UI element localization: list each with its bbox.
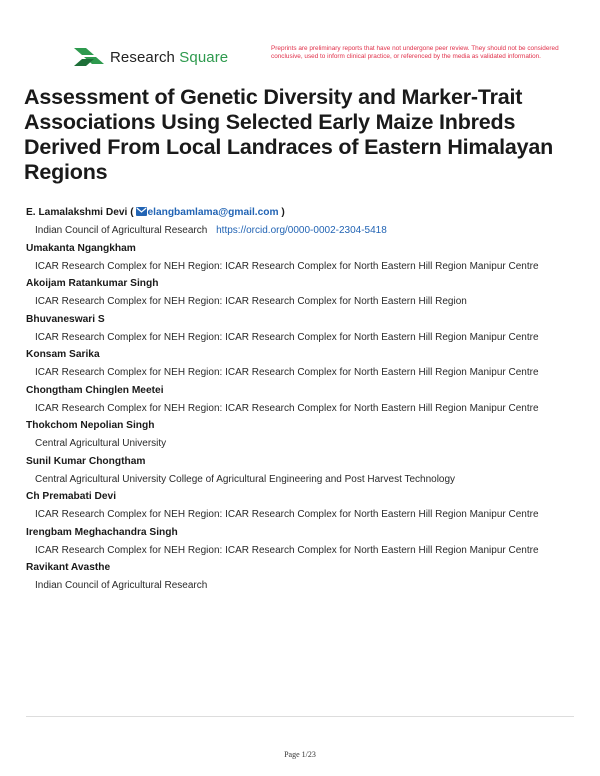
author-name: Ch Premabati Devi bbox=[26, 491, 117, 502]
logo-wordmark bbox=[110, 49, 228, 66]
author-name: Konsam Sarika bbox=[26, 349, 100, 360]
author-entry bbox=[26, 488, 586, 524]
logo-word-square: Square bbox=[179, 48, 229, 66]
author-name: Chongtham Chinglen Meetei bbox=[26, 384, 164, 396]
author-affiliation: ICAR Research Complex for NEH Region: ICAR Research Complex for North Eastern Hill Region bbox=[35, 296, 467, 307]
author-email-link[interactable]: elangbamlama@gmail.com bbox=[147, 207, 279, 218]
author-entry bbox=[26, 382, 586, 418]
author-entry bbox=[26, 240, 586, 276]
logo-word-research: Research bbox=[110, 48, 175, 66]
author-entry bbox=[26, 311, 586, 347]
author-entry bbox=[26, 204, 586, 240]
envelope-icon bbox=[136, 207, 147, 216]
email-close-paren: ) bbox=[281, 207, 285, 218]
orcid-link[interactable]: https://orcid.org/0000-0002-2304-5418 bbox=[216, 225, 387, 236]
author-entry bbox=[26, 559, 586, 595]
author-affiliation: ICAR Research Complex for NEH Region: ICAR Research Complex for North Eastern Hill Region Manipur Centre bbox=[35, 544, 539, 556]
author-name: Akoijam Ratankumar Singh bbox=[26, 278, 159, 289]
author-name: Umakanta Ngangkham bbox=[26, 242, 136, 254]
author-affiliation: Central Agricultural University College of Agricultural Engineering and Post Harvest Technology bbox=[35, 473, 456, 485]
author-entry bbox=[26, 275, 586, 311]
author-name: Irengbam Meghachandra Singh bbox=[26, 526, 178, 538]
research-square-logo-icon bbox=[74, 44, 104, 70]
paper-title: Assessment of Genetic Diversity and Marker-Trait Associations Using Selected Early Maize Inbreds Derived From Local Landraces of Eastern Himalayan Regions bbox=[24, 85, 554, 184]
email-open-paren: ( bbox=[130, 207, 134, 218]
affiliation-text: Indian Council of Agricultural Research bbox=[35, 225, 208, 236]
footer-divider bbox=[26, 716, 574, 717]
author-list bbox=[26, 204, 586, 595]
author-affiliation: ICAR Research Complex for NEH Region: ICAR Research Complex for North Eastern Hill Region Manipur Centre bbox=[35, 367, 539, 378]
author-affiliation: ICAR Research Complex for NEH Region: ICAR Research Complex for North Eastern Hill Region Manipur Centre bbox=[35, 260, 539, 272]
author-affiliation: ICAR Research Complex for NEH Region: ICAR Research Complex for North Eastern Hill Region Manipur Centre bbox=[35, 402, 539, 414]
page-number: Page 1/23 bbox=[284, 750, 316, 759]
page-header bbox=[74, 44, 574, 74]
author-name: Bhuvaneswari S bbox=[26, 313, 105, 325]
author-affiliation: Central Agricultural University bbox=[35, 438, 167, 449]
author-name: Thokchom Nepolian Singh bbox=[26, 420, 155, 431]
author-name: Sunil Kumar Chongtham bbox=[26, 455, 146, 467]
author-entry bbox=[26, 453, 586, 489]
preprint-notice: Preprints are preliminary reports that have not undergone peer review. They should not be considered conclusive, used to inform clinical practice, or referenced by the media as validated information. bbox=[271, 45, 559, 60]
author-entry bbox=[26, 346, 586, 382]
research-square-logo[interactable] bbox=[74, 44, 228, 70]
author-affiliation bbox=[26, 222, 586, 240]
author-entry bbox=[26, 524, 586, 560]
author-affiliation: Indian Council of Agricultural Research bbox=[35, 580, 208, 591]
author-affiliation: ICAR Research Complex for NEH Region: ICAR Research Complex for North Eastern Hill Region Manipur Centre bbox=[35, 509, 539, 520]
author-name: E. Lamalakshmi Devi bbox=[26, 207, 128, 218]
author-entry bbox=[26, 417, 586, 453]
author-name: Ravikant Avasthe bbox=[26, 562, 111, 573]
author-affiliation: ICAR Research Complex for NEH Region: ICAR Research Complex for North Eastern Hill Region Manipur Centre bbox=[35, 331, 539, 343]
